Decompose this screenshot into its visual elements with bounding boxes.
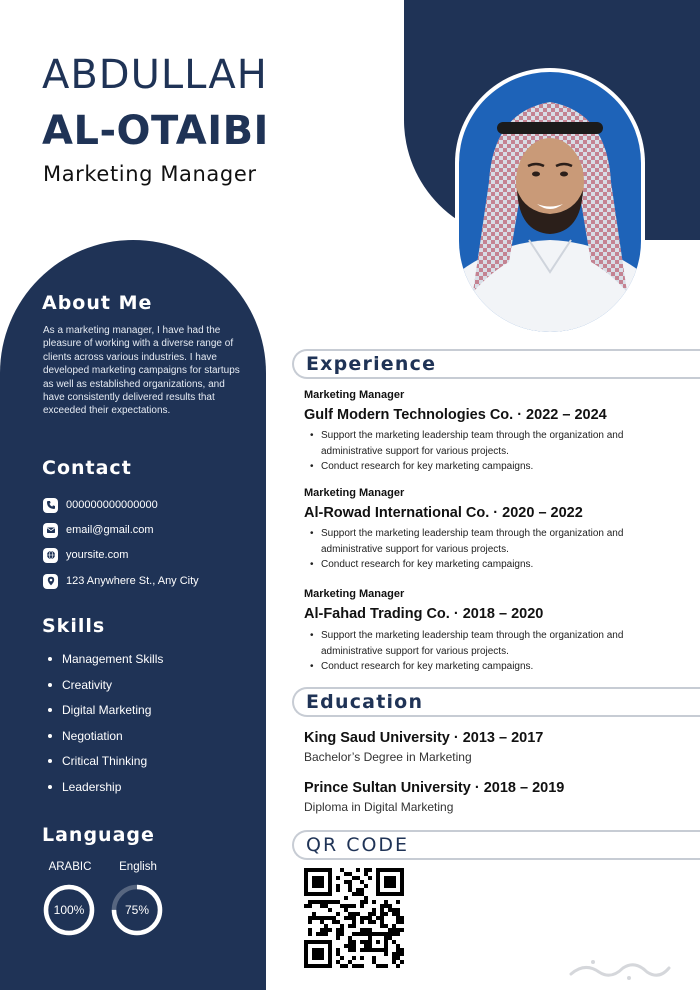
education-degree: Bachelor’s Degree in Marketing: [304, 750, 472, 764]
profile-photo: [459, 72, 641, 332]
qr-code-image[interactable]: [304, 868, 404, 968]
language-heading: Language: [42, 824, 155, 846]
experience-bullet: • Support the marketing leadership team through the organization and administrative support for various projects.: [310, 528, 624, 555]
first-name: ABDULLAH: [42, 52, 268, 98]
contact-email[interactable]: [43, 522, 154, 538]
phone-text: 000000000000000: [66, 499, 158, 511]
education-degree: Diploma in Digital Marketing: [304, 800, 454, 814]
language-level-english-label: 75%: [124, 903, 150, 917]
website-text[interactable]: yoursite.com: [66, 549, 129, 561]
experience-header: [292, 349, 700, 379]
skill-item: Digital Marketing: [48, 703, 151, 717]
skill-item: Creativity: [48, 678, 112, 692]
skill-item: Negotiation: [48, 729, 123, 743]
email-icon: [43, 523, 58, 538]
watermark-logo: [565, 956, 675, 982]
globe-icon: [43, 548, 58, 563]
experience-company: Al-Rowad International Co. · 2020 – 2022: [304, 505, 583, 521]
phone-icon: [43, 498, 58, 513]
qr-heading: QR CODE: [306, 834, 410, 856]
about-heading: About Me: [42, 292, 153, 314]
contact-heading: Contact: [42, 457, 132, 479]
about-text: As a marketing manager, I have had the pleasure of working with a diverse range of clients across various industries. I have developed marketing campaigns for startups as well as established organizations, and have consistently delivered results that exceeded their expectations.: [43, 325, 240, 417]
education-school: King Saud University · 2013 – 2017: [304, 730, 544, 746]
language-level-arabic-label: 100%: [53, 903, 85, 917]
skill-item: Critical Thinking: [48, 754, 147, 768]
experience-bullet: • Conduct research for key marketing campaigns.: [310, 661, 534, 672]
experience-bullet: • Conduct research for key marketing campaigns.: [310, 559, 534, 570]
job-title: Marketing Manager: [43, 162, 257, 186]
education-heading: Education: [306, 691, 424, 713]
experience-bullet: • Conduct research for key marketing campaigns.: [310, 461, 534, 472]
qr-header: [292, 830, 700, 860]
education-header: [292, 687, 700, 717]
location-icon: [43, 574, 58, 589]
education-school: Prince Sultan University · 2018 – 2019: [304, 780, 565, 796]
language-level-english: [111, 884, 163, 936]
experience-bullet: • Support the marketing leadership team through the organization and administrative support for various projects.: [310, 630, 624, 657]
language-name-english: English: [119, 861, 157, 873]
experience-role: Marketing Manager: [304, 389, 405, 401]
contact-website[interactable]: [43, 547, 128, 563]
last-name: AL-OTAIBI: [42, 108, 269, 154]
email-text[interactable]: email@gmail.com: [66, 524, 154, 536]
skill-item: Management Skills: [48, 652, 163, 666]
experience-bullet: • Support the marketing leadership team through the organization and administrative support for various projects.: [310, 430, 624, 457]
experience-company: Gulf Modern Technologies Co. · 2022 – 2024: [304, 407, 607, 423]
experience-role: Marketing Manager: [304, 487, 405, 499]
language-name-arabic: ARABIC: [48, 861, 92, 873]
address-text: 123 Anywhere St., Any City: [66, 575, 199, 587]
experience-role: Marketing Manager: [304, 588, 405, 600]
profile-photo-frame: [455, 68, 645, 336]
contact-address: [43, 573, 199, 589]
experience-company: Al-Fahad Trading Co. · 2018 – 2020: [304, 606, 544, 622]
experience-heading: Experience: [306, 353, 437, 375]
contact-phone: [43, 497, 158, 513]
language-level-arabic: [43, 884, 95, 936]
skill-item: Leadership: [48, 780, 121, 794]
skills-heading: Skills: [42, 615, 106, 637]
